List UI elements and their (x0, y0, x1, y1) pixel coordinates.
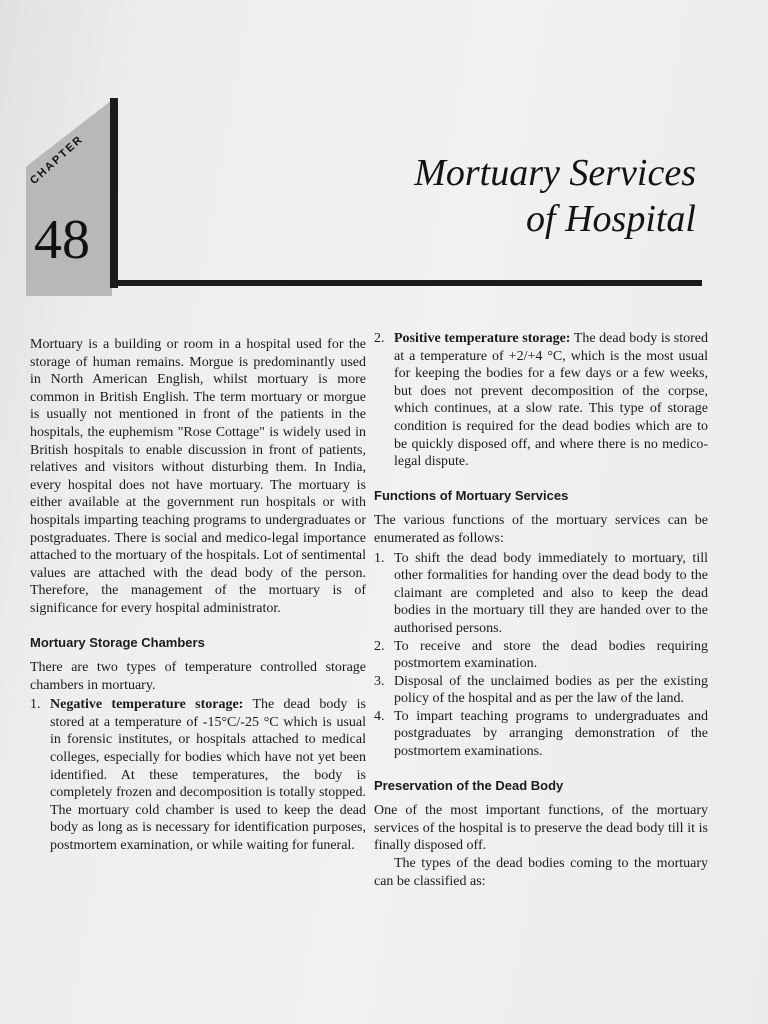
list-item (374, 708, 708, 761)
storage-item-negative (30, 696, 366, 854)
functions-intro: The various functions of the mortuary services can be enumerated as follows: (374, 513, 708, 546)
preservation-heading: Preservation of the Dead Body (374, 777, 564, 793)
list-item (374, 638, 708, 673)
storage-item-positive (374, 330, 708, 471)
intro-paragraph: Mortuary is a building or room in a hospital used for the storage of human remains. Morgue is predominantly used in North American English, whilst mortuary is more common in British English. The term mortuary or morgue is usually not mentioned in front of the patients in the hospitals, the euphemism "Rose Cottage" is widely used in British hospitals to enable discussion in front of patients, relatives and visitors without disturbing them. In India, every hospital does not have mortuary. The mortuary is either available at the government run hospitals or with hospitals imparting teaching programs to undergraduates or postgraduates. There is social and medico-legal importance attached to the mortuary of the hospitals. Lot of sentimental values are attached with the dead body of the person. Therefore, the management of the mortuary is of significance for every hospital administrator. (30, 337, 366, 616)
storage-list (30, 696, 366, 854)
chapter-title (414, 150, 696, 242)
storage-item-lead: Positive temperature storage: (394, 331, 571, 346)
list-number: 1. (30, 697, 41, 713)
functions-heading: Functions of Mortuary Services (374, 487, 569, 503)
storage-item-lead: Negative temperature storage: (50, 697, 244, 713)
chapter-number: 48 (34, 209, 90, 271)
list-number: 2. (374, 331, 385, 346)
storage-list-continued (374, 330, 708, 471)
list-item-text: To receive and store the dead bodies requiring postmortem examination. (394, 638, 708, 672)
chapter-ribbon-bar (110, 98, 118, 288)
functions-list (374, 550, 708, 761)
list-item-text: To shift the dead body immediately to mortuary, till other formalities for handing over the dead body to the claimant are completed and also to keep the dead bodies in the mortuary till they are handed over to the authorised persons. (394, 550, 708, 636)
storage-item-text: The dead body is stored at a temperature of +2/+4 °C, which is the most usual for keeping the bodies for a few days or a few weeks, but does not prevent decomposition of the corpse, which continues, at a slow rate. This type of storage condition is required for the dead bodies which are to be quickly disposed off, and where there is no medico-legal dispute. (394, 331, 708, 470)
chapter-title-line-2: of Hospital (526, 198, 696, 240)
list-number: 1. (374, 550, 385, 566)
storage-heading: Mortuary Storage Chambers (30, 634, 205, 650)
chapter-title-line-1: Mortuary Services (414, 152, 696, 194)
chapter-label: CHAPTER (28, 133, 86, 187)
left-column (30, 336, 366, 855)
preservation-paragraph-2: The types of the dead bodies coming to the mortuary can be classified as: (374, 856, 708, 889)
storage-intro: There are two types of temperature controlled storage chambers in mortuary. (30, 660, 366, 693)
title-rule (110, 280, 702, 286)
preservation-paragraph-1: One of the most important functions, of the mortuary services of the hospital is to preserve the dead body till it is finally disposed off. (374, 803, 708, 854)
list-number: 3. (374, 673, 385, 689)
right-column (374, 330, 708, 890)
list-item-text: Disposal of the unclaimed bodies as per the existing policy of the hospital and as per the law of the land. (394, 673, 708, 707)
list-item (374, 673, 708, 708)
list-number: 4. (374, 708, 385, 724)
storage-item-text: The dead body is stored at a temperature of -15°C/-25 °C which is usual in forensic institutes, or hospitals attached to medical colleges, especially for bodies which have not yet been identified. At these temperatures, the body is completely frozen and decomposition is totally stopped. The mortuary cold chamber is used to keep the dead body as long as is necessary for identification purposes, postmortem examination, or while waiting for funeral. (50, 697, 367, 854)
list-item (374, 550, 708, 638)
list-number: 2. (374, 638, 385, 654)
list-item-text: To impart teaching programs to undergraduates and postgraduates by arranging demonstration of the postmortem examinations. (394, 708, 708, 760)
